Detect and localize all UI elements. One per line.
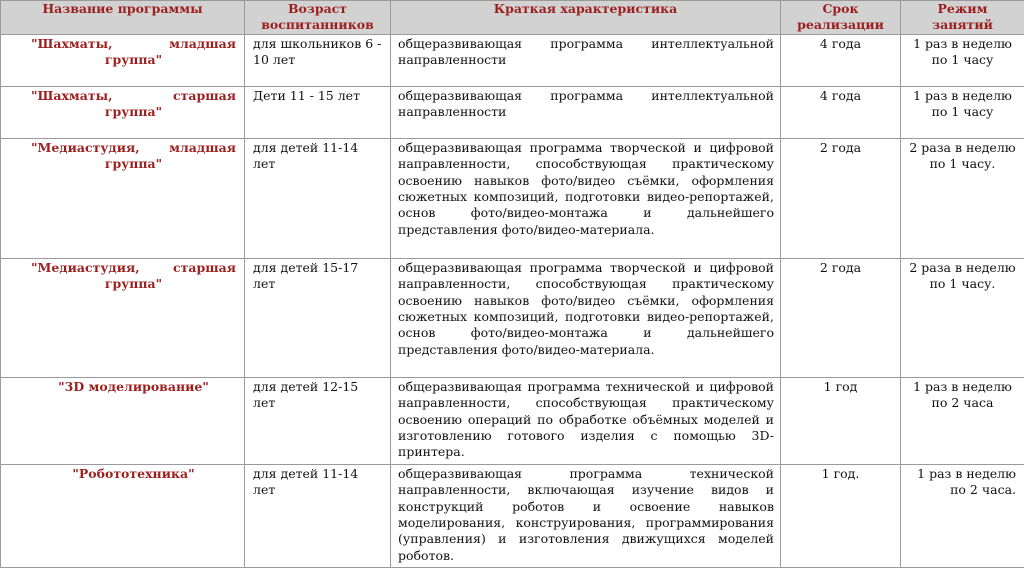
header-term: Срок реализации bbox=[781, 1, 901, 35]
table-row bbox=[1, 377, 1024, 464]
program-mode: 1 раз в неделю по 1 часу bbox=[901, 86, 1024, 138]
program-mode: 2 раза в неделю по 1 часу. bbox=[901, 138, 1024, 258]
program-mode: 1 раз в неделю по 2 часа. bbox=[901, 464, 1024, 567]
program-name: "3D моделирование" bbox=[1, 377, 245, 464]
header-description: Краткая характеристика bbox=[391, 1, 781, 35]
program-name: "Медиастудия, старшая группа" bbox=[1, 258, 245, 377]
table-row bbox=[1, 34, 1024, 86]
program-mode: 1 раз в неделю по 2 часа bbox=[901, 377, 1024, 464]
program-name: "Медиастудия, младшая группа" bbox=[1, 138, 245, 258]
program-term: 2 года bbox=[781, 138, 901, 258]
program-description: общеразвивающая программа интеллектуальной направленности bbox=[391, 86, 781, 138]
table-row bbox=[1, 86, 1024, 138]
header-mode: Режим занятий bbox=[901, 1, 1024, 35]
program-description: общеразвивающая программа творческой и цифровой направленности, способствующая практическому освоению навыков фото/видео съёмки, оформления сюжетных композиций, подготовки видео-репортажей, основ фото/видео-монтажа и дальнейшего представления фото/видео-материала. bbox=[391, 138, 781, 258]
program-age: Дети 11 - 15 лет bbox=[245, 86, 391, 138]
program-name: "Шахматы, младшая группа" bbox=[1, 34, 245, 86]
program-name: "Шахматы, старшая группа" bbox=[1, 86, 245, 138]
program-term: 2 года bbox=[781, 258, 901, 377]
program-term: 4 года bbox=[781, 34, 901, 86]
table-row bbox=[1, 138, 1024, 258]
program-name: "Робототехника" bbox=[1, 464, 245, 567]
program-description: общеразвивающая программа творческой и цифровой направленности, способствующая практическому освоению навыков фото/видео съёмки, оформления сюжетных композиций, подготовки видео-репортажей, основ фото/видео-монтажа и дальнейшего представления фото/видео-материала. bbox=[391, 258, 781, 377]
program-age: для детей 15-17 лет bbox=[245, 258, 391, 377]
program-term: 4 года bbox=[781, 86, 901, 138]
header-age: Возраст воспитанников bbox=[245, 1, 391, 35]
program-description: общеразвивающая программа интеллектуальной направленности bbox=[391, 34, 781, 86]
program-description: общеразвивающая программа технической и цифровой направленности, способствующая практическому освоению операций по обработке объёмных моделей и изготовлению готового изделия с помощью 3D-принтера. bbox=[391, 377, 781, 464]
program-age: для детей 11-14 лет bbox=[245, 464, 391, 567]
program-age: для детей 12-15 лет bbox=[245, 377, 391, 464]
table-row bbox=[1, 258, 1024, 377]
program-term: 1 год bbox=[781, 377, 901, 464]
header-program-name: Название программы bbox=[1, 1, 245, 35]
program-mode: 1 раз в неделю по 1 часу bbox=[901, 34, 1024, 86]
program-description: общеразвивающая программа технической направленности, включающая изучение видов и конструкций роботов и освоение навыков моделирования, конструирования, программирования (управления) и изготовления движущихся моделей роботов. bbox=[391, 464, 781, 567]
header-row bbox=[1, 1, 1024, 35]
program-mode: 2 раза в неделю по 1 часу. bbox=[901, 258, 1024, 377]
program-age: для детей 11-14 лет bbox=[245, 138, 391, 258]
table-row bbox=[1, 464, 1024, 567]
program-term: 1 год. bbox=[781, 464, 901, 567]
program-age: для школьников 6 - 10 лет bbox=[245, 34, 391, 86]
